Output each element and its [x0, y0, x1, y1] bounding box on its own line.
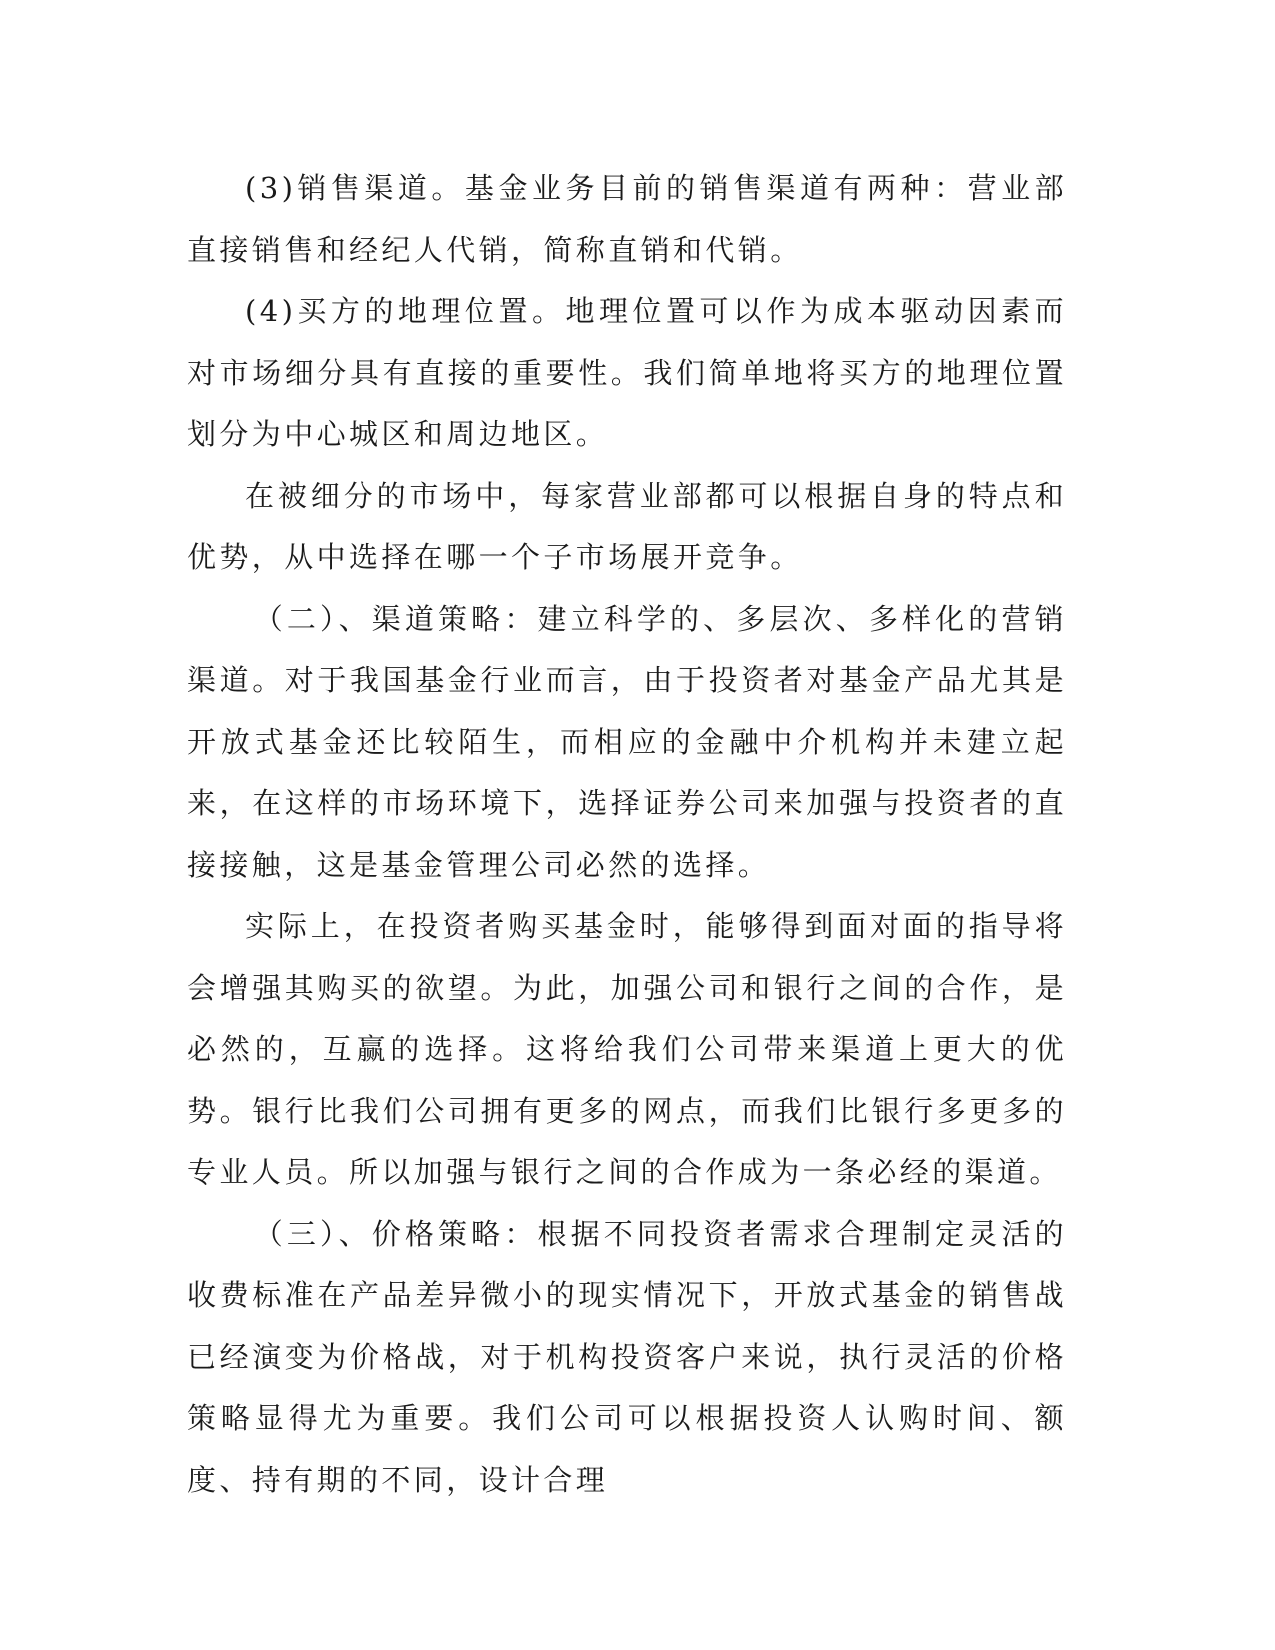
document-body: [187, 158, 1067, 1511]
paragraph-segment-choice: 在被细分的市场中，每家营业部都可以根据自身的特点和优势，从中选择在哪一个子市场展开竞争。: [187, 478, 1067, 574]
paragraph-buyer-location: (4)买方的地理位置。地理位置可以作为成本驱动因素而对市场细分具有直接的重要性。我们简单地将买方的地理位置划分为中心城区和周边地区。: [187, 294, 1067, 451]
paragraph-price-strategy: （三）、价格策略：根据不同投资者需求合理制定灵活的收费标准在产品差异微小的现实情况下，开放式基金的销售战已经演变为价格战，对于机构投资客户来说，执行灵活的价格策略显得尤为重要。我们公司可以根据投资人认购时间、额度、持有期的不同，设计合理: [187, 1216, 1067, 1497]
paragraph-channel-strategy: （二）、渠道策略：建立科学的、多层次、多样化的营销渠道。对于我国基金行业而言，由于投资者对基金产品尤其是开放式基金还比较陌生，而相应的金融中介机构并未建立起来，在这样的市场环境下，选择证券公司来加强与投资者的直接接触，这是基金管理公司必然的选择。: [187, 601, 1067, 882]
paragraph-bank-cooperation: 实际上，在投资者购买基金时，能够得到面对面的指导将会增强其购买的欲望。为此，加强公司和银行之间的合作，是必然的，互赢的选择。这将给我们公司带来渠道上更大的优势。银行比我们公司拥有更多的网点，而我们比银行多更多的专业人员。所以加强与银行之间的合作成为一条必经的渠道。: [187, 909, 1067, 1189]
paragraph-sales-channel: (3)销售渠道。基金业务目前的销售渠道有两种：营业部直接销售和经纪人代销，简称直销和代销。: [187, 171, 1067, 267]
